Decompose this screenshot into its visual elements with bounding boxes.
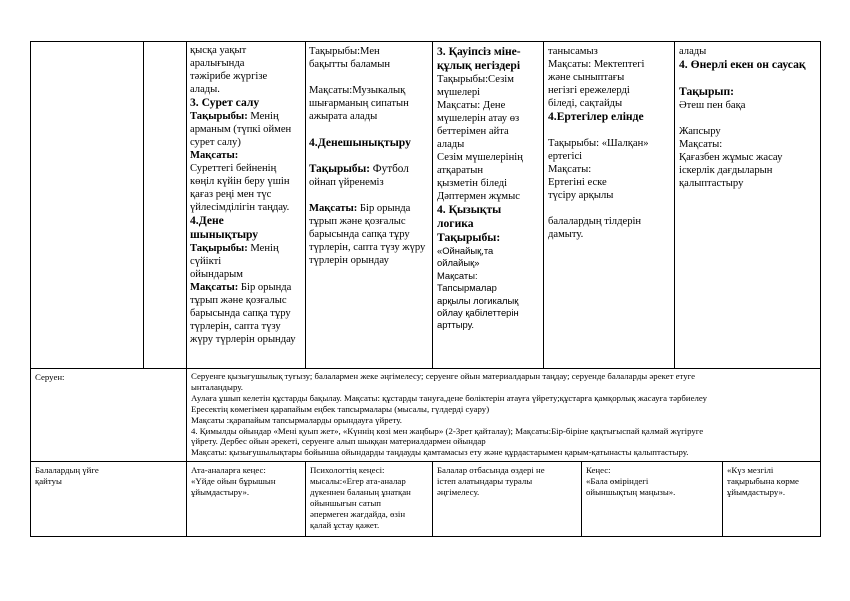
- walk-label-cell: [30, 368, 187, 462]
- schedule-line: шығарманың сипатын: [309, 98, 409, 109]
- schedule-line: [309, 189, 425, 202]
- schedule-line: бақытты баламын: [309, 59, 391, 70]
- schedule-line: ойындарым: [190, 269, 243, 280]
- schedule-line: жүру түрлерін орындау: [190, 334, 296, 345]
- schedule-line: ойлайық»: [437, 257, 480, 269]
- text-line: мысалы:«Егер ата-аналар: [310, 475, 406, 486]
- text-line: ойыншығын сатып: [310, 497, 381, 508]
- schedule-line: Тақырыбы: Менің: [190, 243, 279, 254]
- schedule-line: Мақсаты: Бір орында: [309, 203, 411, 214]
- schedule-line: барысында сапқа тұру: [190, 308, 291, 319]
- home-label: [35, 465, 99, 487]
- schedule-line: Тақырыбы: Менің: [190, 111, 279, 122]
- home-family-talk: [437, 465, 545, 498]
- schedule-line: шынықтыру: [190, 228, 259, 241]
- schedule-line: ойлау қабілеттерін: [437, 307, 519, 319]
- schedule-line: [548, 202, 649, 215]
- home-cell-1: [186, 461, 306, 537]
- home-toy-advice: [586, 465, 675, 498]
- home-cell-4: [581, 461, 723, 537]
- text-line: қалай ұстау қажет.: [310, 519, 380, 530]
- schedule-line: барысында сапқа тұру: [309, 229, 410, 240]
- text-line: Кеңес:: [586, 465, 611, 475]
- schedule-line: қысқа уақыт: [190, 45, 247, 56]
- text-line: әңгімелесу.: [437, 486, 480, 497]
- schedule-line: Мақсаты: Бір орында: [190, 282, 292, 293]
- schedule-col-b: [309, 45, 425, 267]
- schedule-line: ойнап үйренеміз: [309, 177, 384, 188]
- schedule-line: Тақырыбы:Сезім: [437, 74, 514, 85]
- schedule-line: Дәптермен жұмыс: [437, 191, 520, 202]
- schedule-line: қағаз реңі мен түс: [190, 189, 272, 200]
- schedule-col-e: [679, 45, 806, 190]
- schedule-line: Тақырыбы: «Шалқан»: [548, 138, 649, 149]
- schedule-line: ажырата алады: [309, 111, 378, 122]
- schedule-line: 4.Ертегілер елінде: [548, 110, 644, 123]
- schedule-line: ертегісі: [548, 151, 583, 162]
- schedule-line: аралығында: [190, 58, 245, 69]
- schedule-line: [309, 123, 425, 136]
- text-line: дүкеннен баланың ұнатқан: [310, 486, 411, 497]
- schedule-line: [548, 124, 649, 137]
- schedule-line: Қағазбен жұмыс жасау: [679, 152, 783, 163]
- schedule-line: Тақырыбы:Мен: [309, 46, 380, 57]
- schedule-line: 4.Денешынықтыру: [309, 136, 411, 149]
- schedule-line: 3. Сурет салу: [190, 96, 260, 109]
- row1-blank-cell: [143, 41, 187, 369]
- home-cell-5: [722, 461, 821, 537]
- schedule-line: Әтеш пен бақа: [679, 100, 746, 111]
- schedule-col-c: [437, 45, 523, 332]
- schedule-line: Мақсаты:: [190, 150, 239, 161]
- text-line: ойыншықтың маңызы».: [586, 486, 676, 497]
- schedule-line: мүшелерін атау өз: [437, 113, 520, 124]
- text-line: ұйымдастыру».: [191, 486, 250, 497]
- schedule-line: танысамыз: [548, 46, 598, 57]
- schedule-line: іскерлік дағдыларын: [679, 165, 773, 176]
- schedule-line: алады: [679, 46, 707, 57]
- schedule-line: сурет салу): [190, 137, 241, 148]
- text-line: «Күз мезгілі: [727, 465, 774, 475]
- schedule-line: үйлесімділігін таңдау.: [190, 202, 290, 213]
- schedule-cell-a: [186, 41, 306, 369]
- schedule-line: Мақсаты: Мектептегі: [548, 59, 645, 70]
- schedule-line: 3. Қауіпсіз міне-: [437, 45, 521, 58]
- text-line: Ересектің көмегімен қарапайым еңбек тапсырмалары (мысалы, гүлдерді суару): [191, 403, 490, 414]
- schedule-line: Сезім мүшелерінің: [437, 152, 523, 163]
- text-line: тақырыбына көрме: [727, 475, 799, 486]
- text-line: Мақсаты :қарапайым тапсырмаларды орындауға үйрету.: [191, 414, 402, 425]
- schedule-line: [679, 72, 806, 85]
- schedule-cell-d: [543, 41, 675, 369]
- schedule-line: алады: [437, 139, 465, 150]
- schedule-line: қалыптастыру: [679, 178, 744, 189]
- schedule-line: алады.: [190, 84, 220, 95]
- text-line: 4. Қимылды ойындар «Мені қуып жет», «Күннің көзі мен жаңбыр» (2-3рет қайталау); Мақсаты:Бір-біріне қақтығыспай қалмай жүгіруге: [191, 425, 704, 436]
- schedule-line: Ертегіні еске: [548, 177, 607, 188]
- text-line: «Бала өміріндегі: [586, 475, 649, 486]
- schedule-line: Мақсаты:: [679, 139, 723, 150]
- schedule-line: «Ойнайық,та: [437, 245, 494, 256]
- home-cell-3: [432, 461, 582, 537]
- schedule-line: дамыту.: [548, 229, 584, 240]
- schedule-line: 4. Өнерлі екен он саусақ: [679, 58, 806, 71]
- schedule-line: Тапсырмалар: [437, 282, 497, 294]
- schedule-line: және сыныптағы: [548, 72, 625, 83]
- home-psychologist-advice: [310, 465, 411, 530]
- schedule-line: [309, 150, 425, 163]
- text-line: ұйымдастыру».: [727, 486, 786, 497]
- schedule-line: қызметін біледі: [437, 178, 508, 189]
- walk-content-cell: [186, 368, 821, 462]
- text-line: «Үйде ойын бұрышын: [191, 475, 276, 486]
- text-line: Аулаға ұшып келетін құстарды бақылау. Мақсаты: құстарды тануға,дене бөліктерін атауға үйрету;құстарға қамқорлық жасауға тәрбиелеу: [191, 392, 707, 403]
- schedule-line: негізгі ережелерді: [548, 85, 630, 96]
- text-line: Балалар отбасында өздері не: [437, 465, 545, 475]
- schedule-line: 4. Қызықты: [437, 203, 502, 216]
- schedule-line: сүйікті: [190, 256, 222, 267]
- schedule-line: Мақсаты: Дене: [437, 100, 506, 111]
- home-cell-2: [305, 461, 433, 537]
- row1-label-cell: [30, 41, 144, 369]
- home-exhibition: [727, 465, 799, 498]
- schedule-line: логика: [437, 217, 474, 230]
- schedule-line: 4.Дене: [190, 214, 224, 227]
- schedule-line: біледі, сақтайды: [548, 98, 623, 109]
- schedule-line: Мақсаты:Музыкалық: [309, 85, 406, 96]
- schedule-cell-b: [305, 41, 433, 369]
- schedule-line: атқаратын: [437, 165, 484, 176]
- schedule-line: балалардың тілдерін: [548, 216, 642, 227]
- text-line: Балалардың үйге: [35, 465, 99, 475]
- schedule-line: Тақырыбы:: [437, 231, 501, 244]
- schedule-line: құлық негіздері: [437, 59, 521, 72]
- schedule-line: Тақырып:: [679, 85, 735, 98]
- text-line: Психологтің кеңесі:: [310, 465, 385, 475]
- text-line: істеп алатындары туралы: [437, 475, 533, 486]
- schedule-line: түрлерін, сапта түзу жүру: [309, 242, 426, 253]
- schedule-line: тұрып және қозғалыс: [309, 216, 406, 227]
- text-line: Ата-аналарға кеңес:: [191, 465, 266, 475]
- schedule-col-d: [548, 45, 649, 241]
- schedule-cell-c: [432, 41, 544, 369]
- schedule-line: Тақырыбы: Футбол: [309, 163, 409, 175]
- schedule-line: көңіл күйін беру үшін: [190, 176, 290, 187]
- schedule-cell-e: [674, 41, 821, 369]
- text-line: Серуенге қызығушылық туғызу; балалармен жеке әңгімелесу; серуенге ойын материалдарын таңдау; серуенде балаларды әрекет етуге: [191, 371, 696, 381]
- schedule-line: тәжірибе жүргізе: [190, 71, 268, 82]
- schedule-col-a: [190, 44, 296, 346]
- walk-content: [191, 371, 707, 458]
- text-line: үйрету. Дербес ойын әрекеті, серуенге алып шыққан материалдармен ойындар: [191, 436, 486, 447]
- schedule-line: Суреттегі бейненің: [190, 163, 277, 174]
- schedule-line: арқылы логикалық: [437, 294, 519, 306]
- text-line: әпермеген жағдайда, өзін: [310, 508, 406, 519]
- text-line: ынталандыру.: [191, 381, 243, 392]
- schedule-line: беттерімен айта: [437, 126, 509, 137]
- schedule-line: түсіру арқылы: [548, 190, 614, 201]
- schedule-line: түрлерін, сапта түзу: [190, 321, 281, 332]
- schedule-line: тұрып және қозғалыс: [190, 295, 287, 306]
- home-label-cell: [30, 461, 187, 537]
- schedule-line: мүшелері: [437, 87, 481, 98]
- schedule-line: түрлерін орындау: [309, 255, 389, 266]
- home-advice-parents: [191, 465, 276, 498]
- text-line: Мақсаты: қызығушылықтары бойынша ойындарды таңдауды қамтамасыз ету және құрдастарымен қарым-қатынасты қалыптастыру.: [191, 447, 689, 458]
- schedule-line: [679, 112, 806, 125]
- schedule-line: Жапсыру: [679, 126, 721, 137]
- text-line: қайтуы: [35, 475, 62, 486]
- schedule-line: арманым (түпкі оймен: [190, 124, 292, 135]
- schedule-line: Мақсаты:: [548, 164, 592, 175]
- schedule-line: Мақсаты:: [437, 269, 478, 281]
- schedule-line: арттыру.: [437, 319, 475, 331]
- schedule-line: [309, 71, 425, 84]
- walk-label: Серуен:: [35, 372, 65, 382]
